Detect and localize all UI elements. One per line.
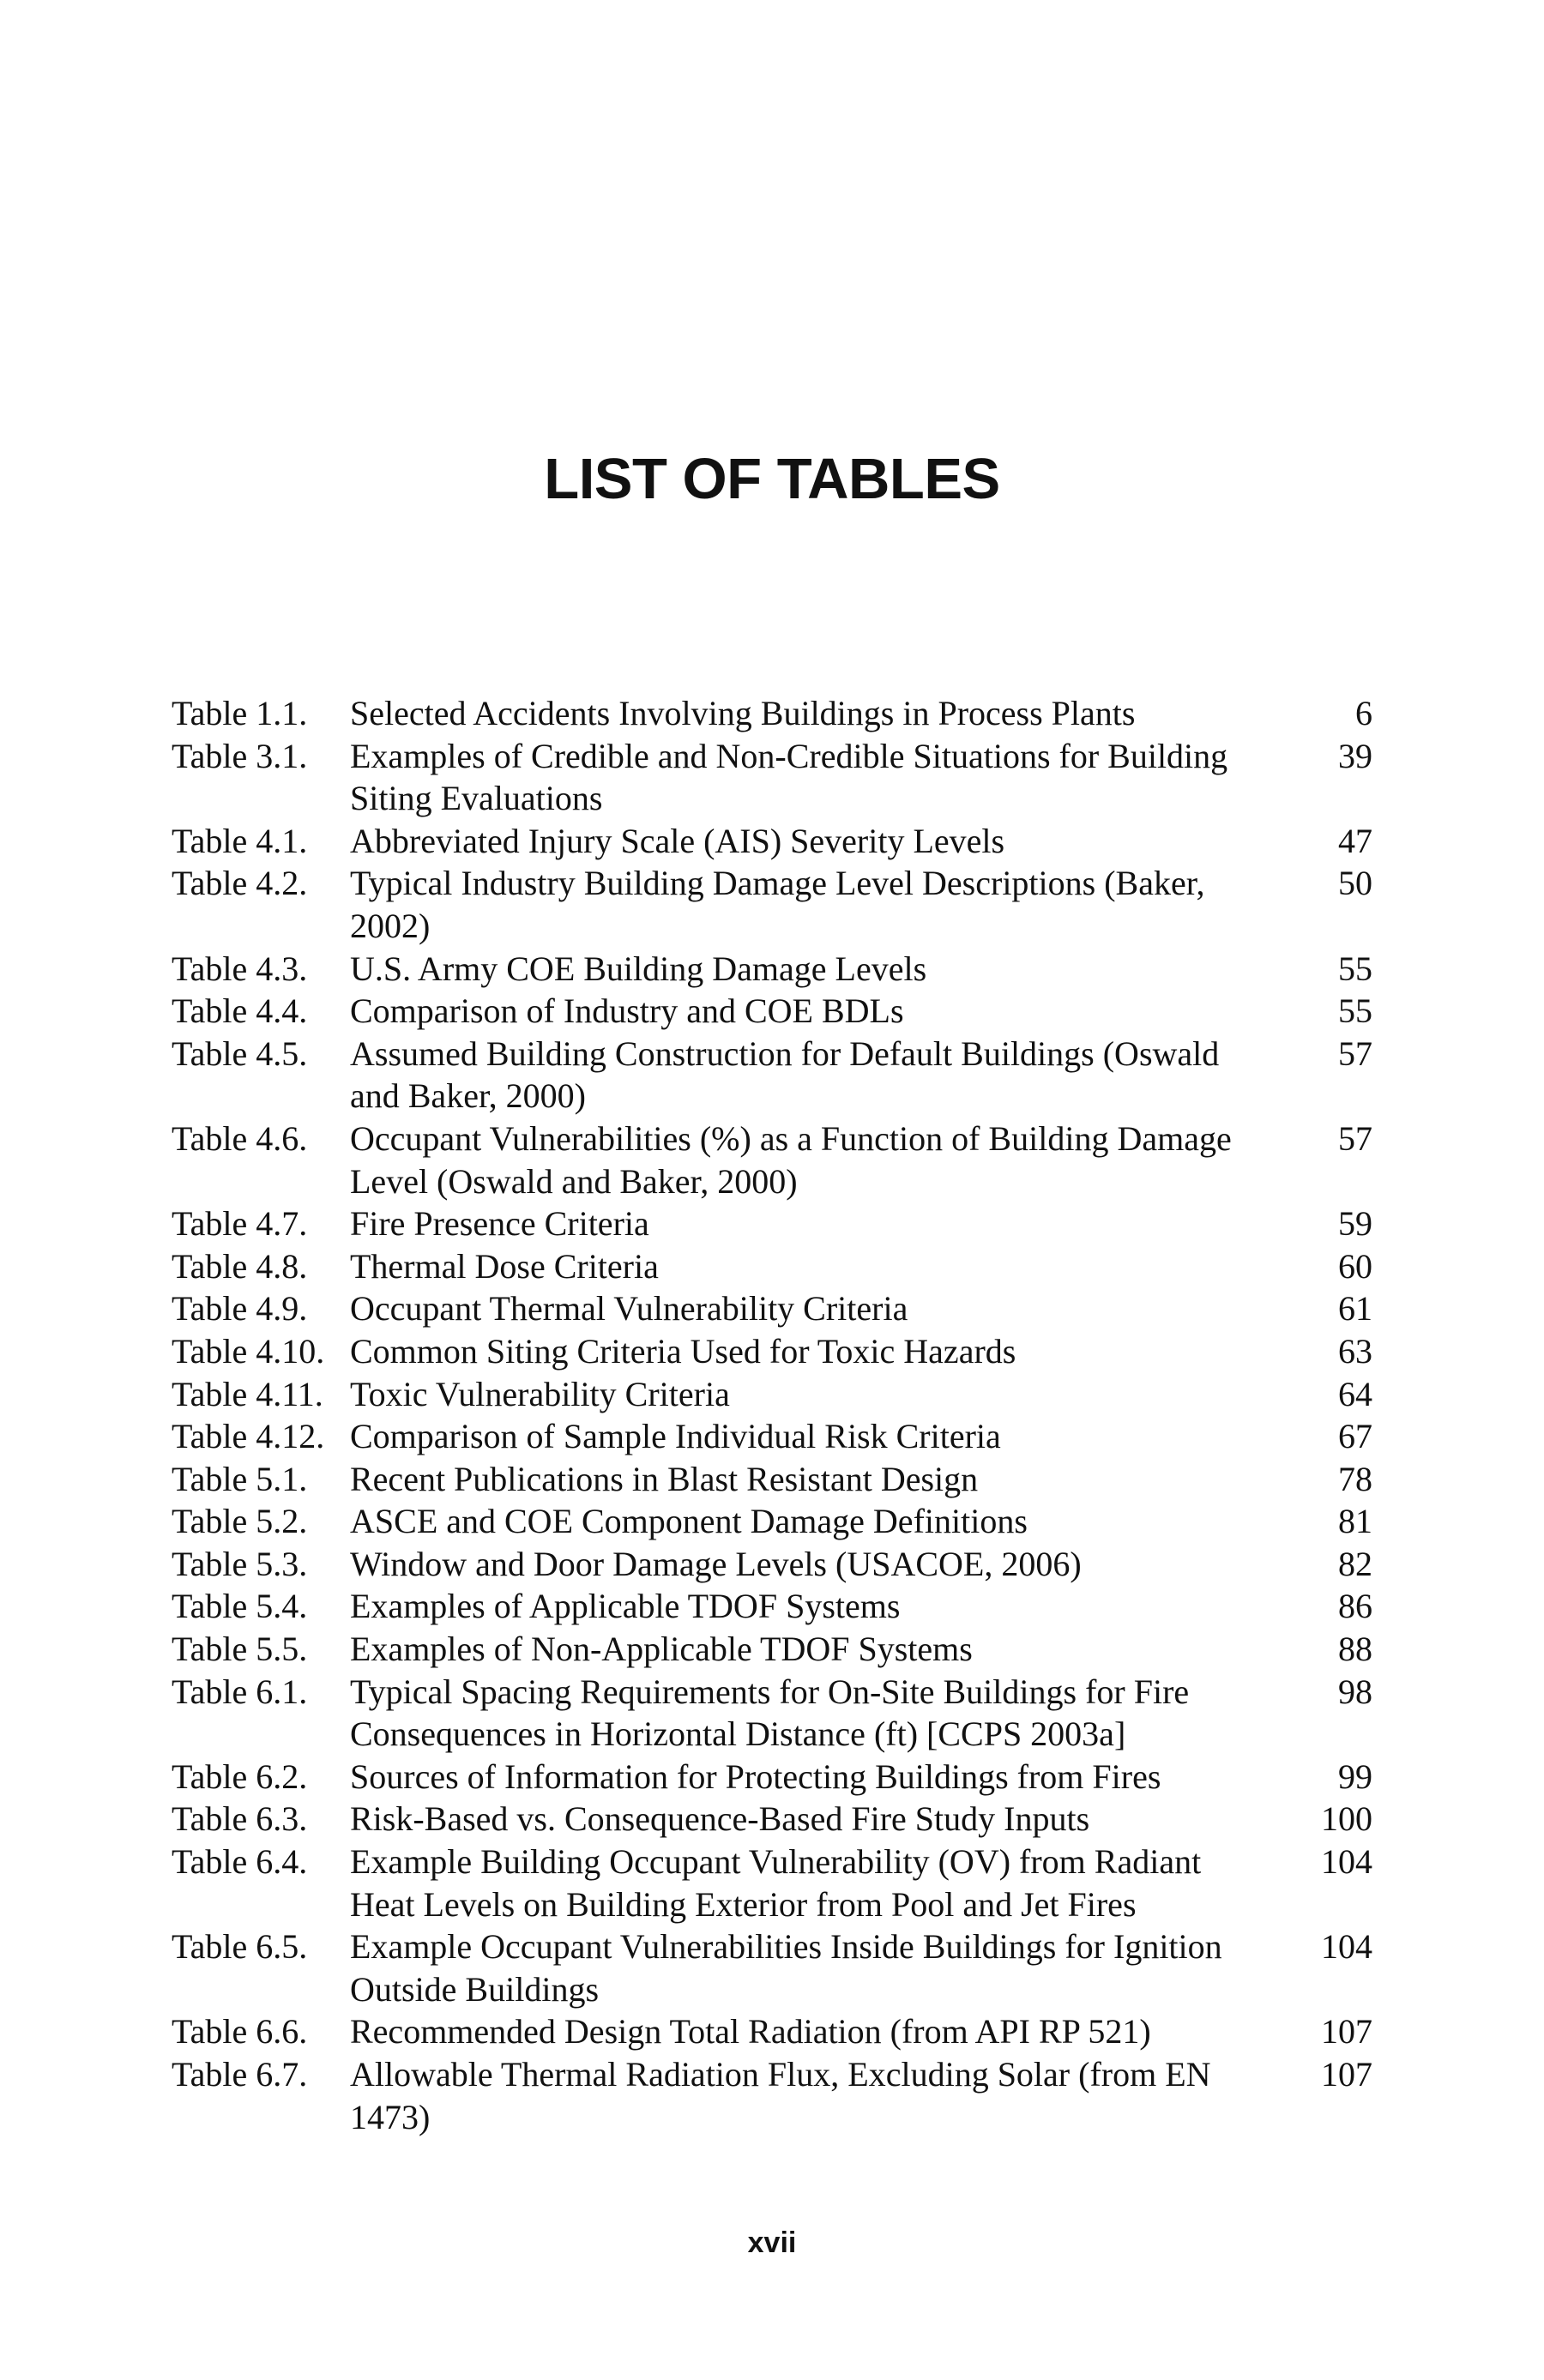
entry-page-number: 60: [1338, 1246, 1372, 1286]
table-entry: [172, 1373, 1372, 1416]
entry-page-number: 50: [1338, 864, 1372, 903]
entry-label: Table 3.1.: [172, 736, 308, 775]
entry-page-number: 63: [1338, 1331, 1372, 1371]
entry-title: ASCE and COE Component Damage Definitions: [350, 1502, 1028, 1541]
entry-title: Example Building Occupant Vulnerability (OV) from Radiant Heat Levels on Building Exterior from Pool and Jet Fires: [350, 1842, 1202, 1924]
table-entry: [172, 2053, 1372, 2138]
entry-label: Table 5.3.: [172, 1544, 308, 1583]
entry-page-number: 88: [1338, 1630, 1372, 1669]
table-entry: [172, 2010, 1372, 2053]
entry-page-number: 104: [1321, 1842, 1372, 1882]
table-entry: [172, 1202, 1372, 1245]
entry-title: Abbreviated Injury Scale (AIS) Severity Levels: [350, 821, 1005, 860]
table-entry: [172, 1415, 1372, 1458]
entry-title: Sources of Information for Protecting Buildings from Fires: [350, 1756, 1161, 1796]
table-entry: [172, 1033, 1372, 1118]
table-entry: [172, 1500, 1372, 1543]
entry-page-number: 81: [1338, 1502, 1372, 1541]
table-entry: [172, 1245, 1372, 1288]
table-entry: [172, 1458, 1372, 1501]
entry-page-number: 61: [1338, 1289, 1372, 1329]
entry-page-number: 39: [1338, 736, 1372, 775]
page-number: xvii: [747, 2226, 797, 2259]
table-entry: [172, 735, 1372, 820]
table-entry: [172, 1585, 1372, 1628]
entry-label: Table 4.7.: [172, 1204, 308, 1244]
entry-label: Table 4.10.: [172, 1331, 325, 1371]
entry-page-number: 107: [1321, 2055, 1372, 2094]
entry-page-number: 57: [1338, 1033, 1372, 1073]
entry-label: Table 4.3.: [172, 949, 308, 988]
page-title: LIST OF TABLES: [544, 447, 1000, 511]
entry-page-number: 107: [1321, 2012, 1372, 2052]
entry-label: Table 1.1.: [172, 694, 308, 732]
table-list: [172, 692, 1372, 2138]
entry-label: Table 4.5.: [172, 1033, 308, 1073]
entry-label: Table 4.1.: [172, 821, 308, 860]
table-entry: [172, 948, 1372, 991]
table-entry: [172, 990, 1372, 1033]
entry-title: Assumed Building Construction for Default Buildings (Oswald and Baker, 2000): [350, 1033, 1220, 1116]
entry-label: Table 6.3.: [172, 1799, 308, 1839]
entry-label: Table 4.6.: [172, 1118, 308, 1158]
entry-page-number: 64: [1338, 1374, 1372, 1413]
entry-label: Table 4.4.: [172, 991, 308, 1031]
entry-title: Toxic Vulnerability Criteria: [350, 1374, 730, 1413]
table-entry: [172, 1925, 1372, 2010]
entry-page-number: 78: [1338, 1459, 1372, 1498]
table-entry: [172, 1841, 1372, 1925]
entry-label: Table 6.6.: [172, 2012, 308, 2052]
entry-title: Comparison of Sample Individual Risk Criteria: [350, 1417, 1001, 1456]
entry-label: Table 6.1.: [172, 1672, 308, 1711]
entry-label: Table 4.11.: [172, 1374, 323, 1413]
entry-label: Table 4.2.: [172, 864, 308, 903]
table-entry: [172, 1628, 1372, 1671]
entry-title: Thermal Dose Criteria: [350, 1246, 659, 1286]
entry-page-number: 55: [1338, 991, 1372, 1031]
entry-label: Table 5.4.: [172, 1587, 308, 1626]
entry-title: Allowable Thermal Radiation Flux, Excluding Solar (from EN 1473): [350, 2055, 1211, 2136]
table-entry: [172, 820, 1372, 863]
entry-page-number: 59: [1338, 1204, 1372, 1244]
entry-label: Table 6.7.: [172, 2055, 308, 2094]
entry-title: Fire Presence Criteria: [350, 1204, 649, 1244]
entry-title: Example Occupant Vulnerabilities Inside Buildings for Ignition Outside Buildings: [350, 1927, 1222, 2009]
table-entry: [172, 1798, 1372, 1841]
entry-title: Examples of Applicable TDOF Systems: [350, 1587, 901, 1626]
entry-title: Comparison of Industry and COE BDLs: [350, 991, 904, 1031]
entry-label: Table 6.5.: [172, 1927, 308, 1967]
table-entry: [172, 1756, 1372, 1799]
table-entry: [172, 862, 1372, 947]
entry-title: Recommended Design Total Radiation (from API RP 521): [350, 2012, 1151, 2052]
entry-page-number: 86: [1338, 1587, 1372, 1626]
entry-label: Table 4.9.: [172, 1289, 308, 1329]
table-entry: [172, 692, 1372, 735]
entry-label: Table 5.2.: [172, 1502, 308, 1541]
entry-title: Selected Accidents Involving Buildings in Process Plants: [350, 694, 1136, 732]
entry-page-number: 57: [1338, 1118, 1372, 1158]
entry-page-number: 47: [1338, 821, 1372, 860]
entry-page-number: 67: [1338, 1417, 1372, 1456]
entry-label: Table 6.2.: [172, 1756, 308, 1796]
entry-label: Table 4.8.: [172, 1246, 308, 1286]
entry-page-number: 98: [1338, 1672, 1372, 1711]
table-entry: [172, 1118, 1372, 1202]
entry-page-number: 82: [1338, 1544, 1372, 1583]
entry-label: Table 5.1.: [172, 1459, 308, 1498]
entry-title: Typical Industry Building Damage Level Descriptions (Baker, 2002): [350, 864, 1205, 945]
entry-label: Table 6.4.: [172, 1842, 308, 1882]
entry-title: Common Siting Criteria Used for Toxic Hazards: [350, 1331, 1016, 1371]
entry-title: Risk-Based vs. Consequence-Based Fire Study Inputs: [350, 1799, 1090, 1839]
entry-title: Examples of Non-Applicable TDOF Systems: [350, 1630, 973, 1669]
table-entry: [172, 1671, 1372, 1756]
entry-label: Table 5.5.: [172, 1630, 308, 1669]
entry-page-number: 55: [1338, 949, 1372, 988]
entry-title: Window and Door Damage Levels (USACOE, 2006): [350, 1544, 1082, 1583]
table-entry: [172, 1287, 1372, 1330]
entry-page-number: 6: [1355, 694, 1372, 732]
entry-page-number: 104: [1321, 1927, 1372, 1967]
table-entry: [172, 1543, 1372, 1586]
entry-title: Recent Publications in Blast Resistant Design: [350, 1459, 979, 1498]
entry-title: Typical Spacing Requirements for On-Site Buildings for Fire Consequences in Horizontal Distance (ft) [CCPS 2003a]: [350, 1672, 1190, 1754]
entry-label: Table 4.12.: [172, 1417, 325, 1456]
entry-title: Examples of Credible and Non-Credible Situations for Building Siting Evaluations: [350, 736, 1228, 818]
table-entry: [172, 1330, 1372, 1373]
entry-title: Occupant Thermal Vulnerability Criteria: [350, 1289, 908, 1329]
entry-page-number: 99: [1338, 1756, 1372, 1796]
entry-title: Occupant Vulnerabilities (%) as a Function of Building Damage Level (Oswald and Baker, 2000): [350, 1118, 1232, 1201]
entry-title: U.S. Army COE Building Damage Levels: [350, 949, 927, 988]
entry-page-number: 100: [1321, 1799, 1372, 1839]
